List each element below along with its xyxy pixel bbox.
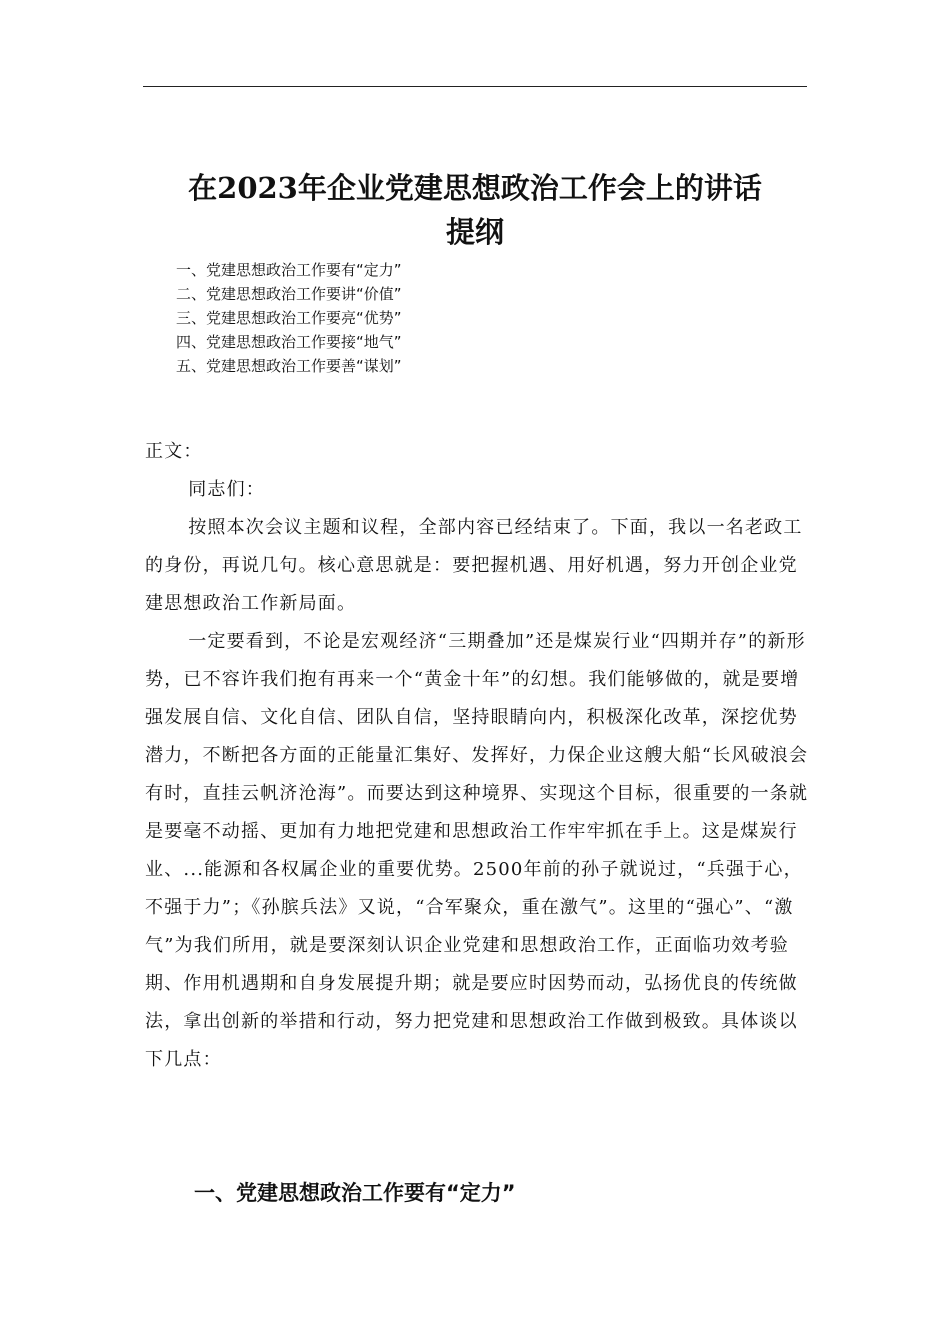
body-label: 正文： [145,441,203,462]
paragraph: 按照本次会议主题和议程，全部内容已经结束了。下面，我以一名老政工的身份，再说几句。核心意思就是：要把握机遇、用好机遇，努力开创企业党建思想政治工作新局面。 [145,517,803,614]
outline-item: 四、党建思想政治工作要接“地气” [176,333,402,351]
body-text [145,433,810,1079]
salutation: 同志们： [188,479,265,500]
title-line-2: 提纲 [445,215,504,249]
document-title [143,166,807,254]
outline-item: 一、党建思想政治工作要有“定力” [176,261,402,279]
outline-item: 五、党建思想政治工作要善“谋划” [176,357,402,375]
header-rule [143,86,807,87]
outline-item: 二、党建思想政治工作要讲“价值” [176,285,402,303]
outline-list [176,258,776,378]
outline-item: 三、党建思想政治工作要亮“优势” [176,309,402,327]
title-line-1: 在2023年企业党建思想政治工作会上的讲话 [188,171,762,205]
section-heading: 一、党建思想政治工作要有“定力” [194,1181,516,1205]
paragraph: 一定要看到，不论是宏观经济“三期叠加”还是煤炭行业“四期并存”的新形势，已不容许我们抱有再来一个“黄金十年”的幻想。我们能够做的，就是要增强发展自信、文化自信、团队自信，坚持眼睛向内，积极深化改革，深挖优势潜力，不断把各方面的正能量汇集好、发挥好，力保企业这艘大船“长风破浪会有时，直挂云帆济沧海”。而要达到这种境界、实现这个目标，很重要的一条就是要毫不动摇、更加有力地把党建和思想政治工作牢牢抓在手上。这是煤炭行业、...能源和各权属企业的重要优势。2500年前的孙子就说过，“兵强于心，不强于力”；《孙膑兵法》又说，“合军聚众，重在激气”。这里的“强心”、“激气”为我们所用，就是要深刻认识企业党建和思想政治工作，正面临功效考验期、作用机遇期和自身发展提升期；就是要应时因势而动，弘扬优良的传统做法，拿出创新的举措和行动，努力把党建和思想政治工作做到极致。具体谈以下几点： [145,631,809,1070]
